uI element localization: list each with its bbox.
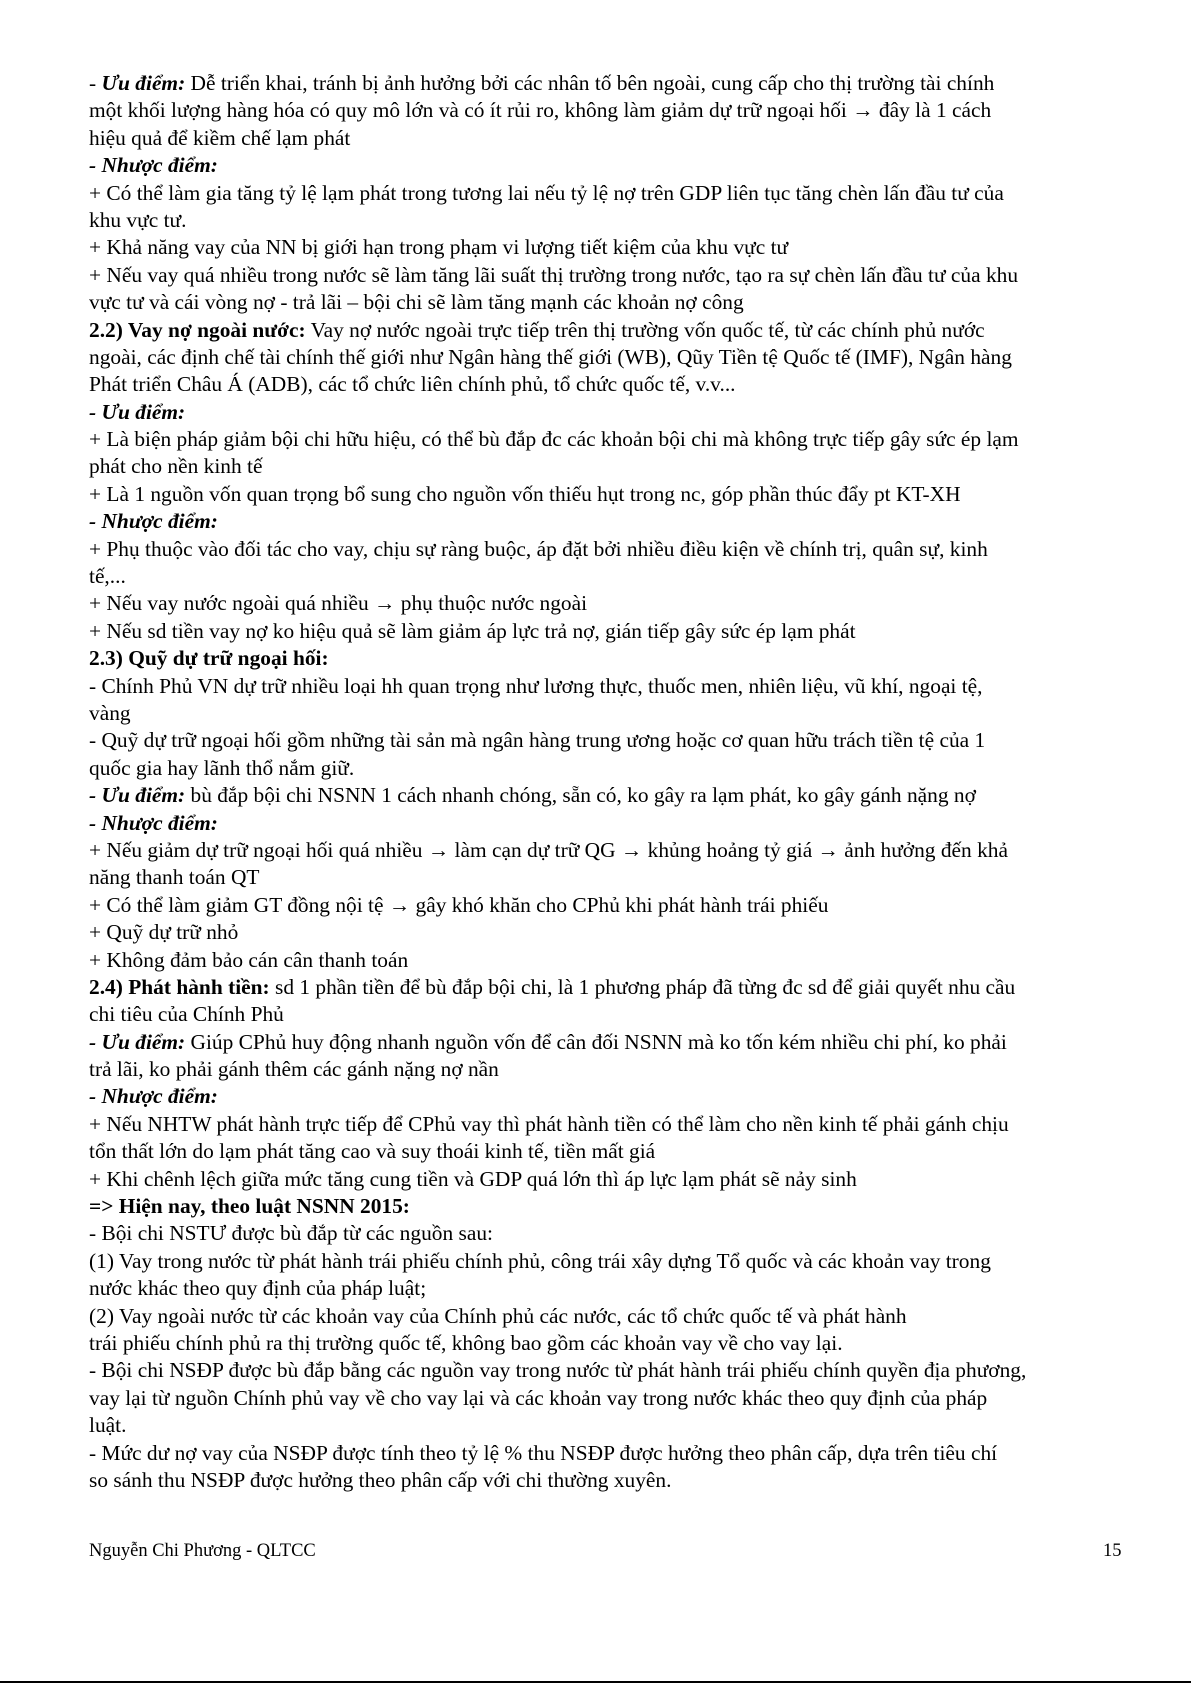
text-line: [89, 837, 1129, 864]
text-run: chi tiêu của Chính Phủ: [89, 1002, 284, 1027]
text-line: [89, 453, 1129, 480]
text-line: [89, 70, 1129, 97]
text-run: + Có thể làm gia tăng tỷ lệ lạm phát trong tương lai nếu tỷ lệ nợ trên GDP liên tục tăng chèn lấn đầu tư của: [89, 180, 1004, 205]
text-line: [89, 97, 1129, 124]
text-run: so sánh thu NSĐP được hưởng theo phân cấp với chi thường xuyên.: [89, 1467, 672, 1492]
text-run: + Khả năng vay của NN bị giới hạn trong phạm vi lượng tiết kiệm của khu vực tư: [89, 235, 789, 260]
text-run: + Nếu giảm dự trữ ngoại hối quá nhiều → làm cạn dự trữ QG → khủng hoảng tỷ giá → ảnh hưởng đến khả: [89, 837, 1008, 862]
text-line: [89, 1248, 1129, 1275]
text-run: + Nếu sd tiền vay nợ ko hiệu quả sẽ làm giảm áp lực trả nợ, gián tiếp gây sức ép lạm phát: [89, 618, 856, 643]
text-line: [89, 673, 1129, 700]
emphasis-text: - Ưu điểm:: [89, 399, 186, 424]
text-line: [89, 947, 1129, 974]
text-run: nước khác theo quy định của pháp luật;: [89, 1276, 427, 1301]
text-run: + Nếu NHTW phát hành trực tiếp để CPhủ vay thì phát hành tiền có thể làm cho nền kinh tế phải gánh chịu: [89, 1111, 1009, 1136]
text-line: [89, 426, 1129, 453]
text-run: - Chính Phủ VN dự trữ nhiều loại hh quan trọng như lương thực, thuốc men, nhiên liệu, vũ khí, ngoại tệ,: [89, 673, 983, 698]
text-run: + Không đảm bảo cán cân thanh toán: [89, 947, 409, 972]
text-line: [89, 755, 1129, 782]
text-line: [89, 152, 1129, 179]
text-run: năng thanh toán QT: [89, 865, 260, 890]
text-run: + Nếu vay quá nhiều trong nước sẽ làm tăng lãi suất thị trường trong nước, tạo ra sự chèn lấn đầu tư của khu: [89, 262, 1019, 287]
text-line: [89, 344, 1129, 371]
text-line: [89, 618, 1129, 645]
text-line: [89, 892, 1129, 919]
emphasis-text: - Ưu điểm:: [89, 783, 186, 808]
text-line: [89, 536, 1129, 563]
text-line: [89, 645, 1129, 672]
text-line: [89, 1056, 1129, 1083]
text-line: [89, 262, 1129, 289]
text-run: Vay nợ nước ngoài trực tiếp trên thị trường vốn quốc tế, từ các chính phủ nước: [305, 317, 985, 342]
text-run: + Có thể làm giảm GT đồng nội tệ → gây khó khăn cho CPhủ khi phát hành trái phiếu: [89, 892, 829, 917]
text-line: [89, 1330, 1129, 1357]
text-run: sd 1 phần tiền để bù đắp bội chi, là 1 phương pháp đã từng đc sd để giải quyết nhu cầu: [269, 974, 1016, 999]
text-run: - Bội chi NSTƯ được bù đắp từ các nguồn sau:: [89, 1221, 493, 1246]
text-line: [89, 810, 1129, 837]
text-run: + Phụ thuộc vào đối tác cho vay, chịu sự ràng buộc, áp đặt bởi nhiều điều kiện về chính trị, quân sự, kinh: [89, 536, 988, 561]
text-line: [89, 207, 1129, 234]
text-line: [89, 727, 1129, 754]
text-line: [89, 1166, 1129, 1193]
emphasis-text: - Nhược điểm:: [89, 509, 218, 534]
text-line: [89, 919, 1129, 946]
text-line: [89, 1111, 1129, 1138]
text-line: [89, 1440, 1129, 1467]
text-run: tổn thất lớn do lạm phát tăng cao và suy thoái kinh tế, tiền mất giá: [89, 1139, 656, 1164]
text-line: [89, 563, 1129, 590]
text-line: [89, 508, 1129, 535]
text-run: trả lãi, ko phải gánh thêm các gánh nặng nợ nần: [89, 1057, 499, 1082]
text-run: Dễ triển khai, tránh bị ảnh hưởng bởi các nhân tố bên ngoài, cung cấp cho thị trường tài chính: [185, 71, 995, 95]
text-run: + Nếu vay nước ngoài quá nhiều → phụ thuộc nước ngoài: [89, 591, 588, 616]
text-run: - Mức dư nợ vay của NSĐP được tính theo tỷ lệ % thu NSĐP được hưởng theo phân cấp, dựa trên tiêu chí: [89, 1440, 998, 1465]
emphasis-text: - Nhược điểm:: [89, 810, 218, 835]
text-run: ngoài, các định chế tài chính thế giới như Ngân hàng thế giới (WB), Qũy Tiền tệ Quốc tế (IMF), Ngân hàng: [89, 344, 1012, 369]
text-line: [89, 481, 1129, 508]
text-line: [89, 864, 1129, 891]
text-run: vàng: [89, 700, 131, 725]
emphasis-text: 2.3) Quỹ dự trữ ngoại hối:: [89, 646, 329, 671]
text-line: [89, 180, 1129, 207]
text-run: (2) Vay ngoài nước từ các khoản vay của Chính phủ các nước, các tổ chức quốc tế và phát hành: [89, 1303, 907, 1328]
text-run: (1) Vay trong nước từ phát hành trái phiếu chính phủ, công trái xây dựng Tổ quốc và các khoản vay trong: [89, 1248, 991, 1273]
text-run: + Là biện pháp giảm bội chi hữu hiệu, có thể bù đắp đc các khoản bội chi mà không trực tiếp gây sức ép lạm: [89, 427, 1019, 452]
text-run: khu vực tư.: [89, 207, 187, 232]
text-line: [89, 1193, 1129, 1220]
text-line: [89, 317, 1129, 344]
document-body: [89, 70, 1129, 1494]
text-run: hiệu quả để kiềm chế lạm phát: [89, 125, 351, 150]
footer-author: Nguyễn Chi Phương - QLTCC: [89, 1541, 316, 1561]
text-line: [89, 1029, 1129, 1056]
text-run: Giúp CPhủ huy động nhanh nguồn vốn để cân đối NSNN mà ko tốn kém nhiều chi phí, ko phải: [185, 1029, 1007, 1054]
emphasis-text: => Hiện nay, theo luật NSNN 2015:: [89, 1194, 410, 1219]
emphasis-text: 2.4) Phát hành tiền:: [89, 974, 270, 999]
text-line: [89, 399, 1129, 426]
emphasis-text: - Nhược điểm:: [89, 1084, 218, 1109]
text-run: Phát triển Châu Á (ADB), các tổ chức liên chính phủ, tổ chức quốc tế, v.v...: [89, 372, 736, 397]
text-run: vực tư và cái vòng nợ - trả lãi – bội chi sẽ làm tăng mạnh các khoản nợ công: [89, 290, 744, 315]
text-run: -: [89, 71, 102, 95]
emphasis-text: 2.2) Vay nợ ngoài nước:: [89, 317, 306, 342]
text-line: [89, 1138, 1129, 1165]
emphasis-text: - Ưu điểm:: [89, 1029, 186, 1054]
emphasis-text: Ưu điểm:: [101, 71, 186, 95]
text-line: [89, 1083, 1129, 1110]
text-run: + Khi chênh lệch giữa mức tăng cung tiền và GDP quá lớn thì áp lực lạm phát sẽ nảy sinh: [89, 1166, 857, 1191]
text-line: [89, 1385, 1129, 1412]
text-run: tế,...: [89, 564, 126, 589]
text-line: [89, 371, 1129, 398]
text-line: [89, 289, 1129, 316]
text-run: luật.: [89, 1413, 127, 1438]
text-run: phát cho nền kinh tế: [89, 454, 263, 479]
text-run: + Là 1 nguồn vốn quan trọng bổ sung cho nguồn vốn thiếu hụt trong nc, góp phần thúc đẩy pt KT-XH: [89, 481, 961, 506]
text-line: [89, 234, 1129, 261]
text-line: [89, 1275, 1129, 1302]
text-line: [89, 590, 1129, 617]
text-run: quốc gia hay lãnh thổ nắm giữ.: [89, 755, 355, 780]
text-run: vay lại từ nguồn Chính phủ vay về cho vay lại và các khoản vay trong nước khác theo quy định của pháp: [89, 1385, 988, 1410]
text-run: bù đắp bội chi NSNN 1 cách nhanh chóng, sẵn có, ko gây ra lạm phát, ko gây gánh nặng nợ: [185, 783, 976, 808]
emphasis-text: - Nhược điểm:: [89, 153, 218, 178]
text-run: trái phiếu chính phủ ra thị trường quốc tế, không bao gồm các khoản vay về cho vay lại.: [89, 1330, 843, 1355]
text-run: + Quỹ dự trữ nhỏ: [89, 920, 239, 945]
text-line: [89, 1001, 1129, 1028]
text-line: [89, 1412, 1129, 1439]
text-line: [89, 700, 1129, 727]
text-line: [89, 125, 1129, 152]
text-run: - Bội chi NSĐP được bù đắp bằng các nguồn vay trong nước từ phát hành trái phiếu chính quyền địa phương,: [89, 1358, 1027, 1383]
text-line: [89, 782, 1129, 809]
text-line: [89, 1357, 1129, 1384]
text-line: [89, 1303, 1129, 1330]
text-run: một khối lượng hàng hóa có quy mô lớn và có ít rủi ro, không làm giảm dự trữ ngoại hối → đây là 1 cách: [89, 98, 992, 123]
text-line: [89, 1220, 1129, 1247]
text-line: [89, 1467, 1129, 1494]
text-line: [89, 974, 1129, 1001]
text-run: - Quỹ dự trữ ngoại hối gồm những tài sản mà ngân hàng trung ương hoặc cơ quan hữu trách tiền tệ của 1: [89, 728, 986, 753]
bottom-rule: [0, 1681, 1191, 1683]
page-number: 15: [1103, 1541, 1122, 1561]
